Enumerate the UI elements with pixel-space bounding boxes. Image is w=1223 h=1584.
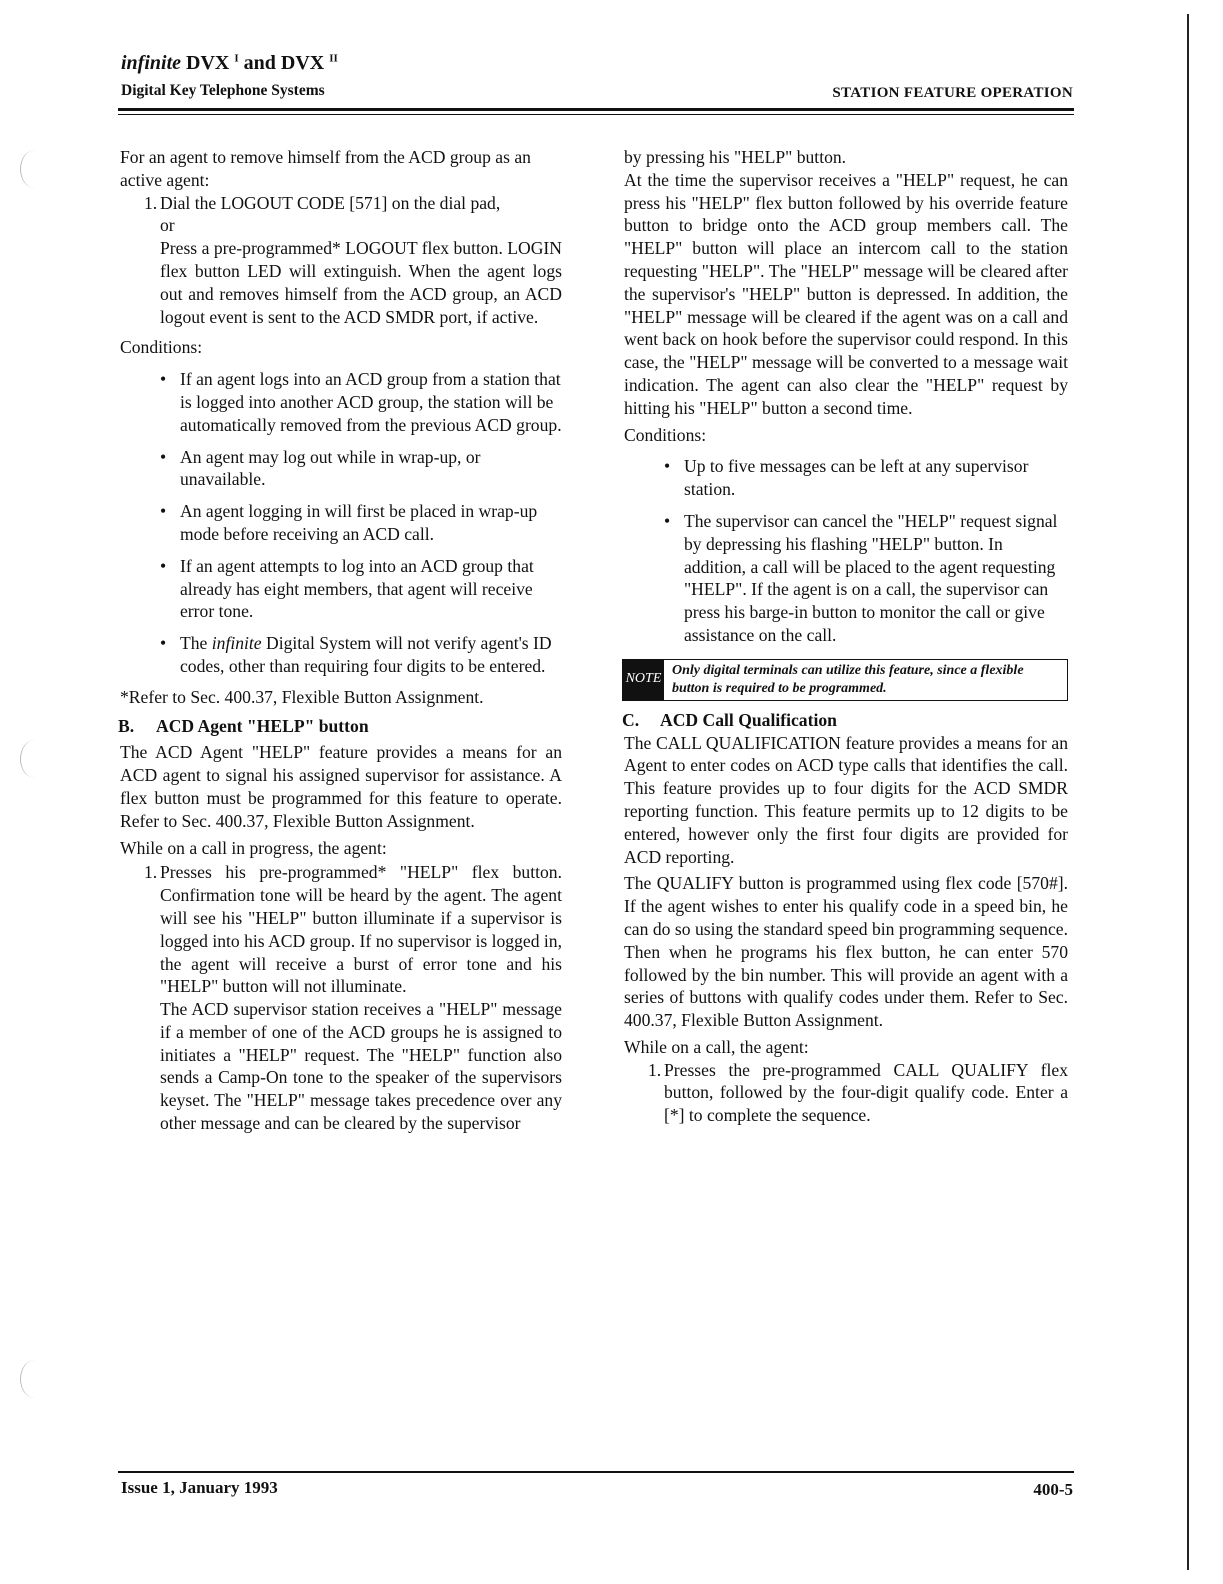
note-text: Only digital terminals can utilize this feature, since a flexible button is required to be programmed.: [671, 662, 1024, 696]
intro-text: For an agent to remove himself from the ACD group as an active agent:: [120, 147, 531, 190]
conditions-list: [624, 455, 1068, 646]
list-item: • An agent may log out while in wrap-up, or unavailable.: [120, 446, 562, 492]
doc-product-title: infinite DVX $^I$ and DVX $^{II}$: [121, 52, 338, 74]
step-item: 1. Dial the LOGOUT CODE [571] on the dial pad, or Press a pre-programmed* LOGOUT flex button. LOGIN flex button LED will extinguish. When the agent logs out and removes himself from the ACD group, an ACD logout event is sent to the ACD SMDR port, if active.: [144, 192, 562, 327]
note-label: NOTE: [623, 660, 664, 700]
section-c-body-2: The QUALIFY button is programmed using flex code [570#]. If the agent wishes to enter his qualify code in a speed bin, he can do so using the standard speed bin programming sequence. Then when he programs his flex button, he can enter 570 followed by the bin number. This will provide an agent with a series of buttons with qualify codes under them. Refer to Sec. 400.37, Flexible Button Assignment.: [624, 873, 1068, 1031]
punch-hole-mark: [20, 150, 49, 188]
section-b-body: The ACD Agent "HELP" feature provides a means for an ACD agent to signal his assigned supervisor for assistance. A flex button must be programmed for this feature to operate. Refer to Sec. 400.37, Flexible Button Assignment.: [120, 742, 562, 831]
conditions-list: [120, 368, 562, 678]
list-item: • Up to five messages can be left at any supervisor station.: [624, 455, 1068, 501]
section-title: STATION FEATURE OPERATION: [832, 85, 1073, 101]
header-rule: [118, 108, 1074, 111]
section-c-heading: C. ACD Call Qualification: [622, 709, 837, 730]
issue-date: Issue 1, January 1993: [121, 1478, 278, 1497]
while-label: While on a call in progress, the agent:: [120, 837, 387, 858]
doc-subtitle: Digital Key Telephone Systems: [121, 82, 325, 99]
section-b-heading: B. ACD Agent "HELP" button: [118, 715, 369, 736]
conditions-label: Conditions:: [624, 424, 707, 445]
list-item: • An agent logging in will first be placed in wrap-up mode before receiving an ACD call.: [120, 500, 562, 546]
right-column: [624, 146, 1068, 1127]
left-column: [120, 146, 562, 1135]
step-item: 1. Presses his pre-programmed* "HELP" flex button. Confirmation tone will be heard by the agent. The agent will see his "HELP" button illuminate if a supervisor is logged into his ACD group. If no supervisor is logged in, the agent will receive a burst of error tone and his "HELP" button will not illuminate. The ACD supervisor station receives a "HELP" message if a member of one of the ACD groups he is assigned to initiates a "HELP" request. The "HELP" function also sends a Camp-On tone to the speaker of the supervisors keyset. The "HELP" message takes precedence over any other message and can be cleared by the supervisor: [144, 862, 562, 1134]
footer-rule: [118, 1471, 1074, 1473]
while-label: While on a call, the agent:: [624, 1036, 809, 1057]
page-edge-rule: [1187, 14, 1189, 1570]
punch-hole-mark: [20, 1360, 49, 1398]
help-paragraph: At the time the supervisor receives a "HELP" request, he can press his "HELP" flex button followed by his override feature button to bridge onto the ACD group members call. The "HELP" button will place an intercom call to the station requesting "HELP". The "HELP" message will be cleared after the supervisor's "HELP" button is depressed. In addition, the "HELP" message will be cleared if the agent was on a call and went back on hook before the supervisor could respond. In this case, the "HELP" message will be converted to a message wait indication. The agent can also clear the "HELP" request by hitting his "HELP" button a second time.: [624, 169, 1068, 418]
footnote: *Refer to Sec. 400.37, Flexible Button Assignment.: [120, 686, 484, 707]
list-item: • If an agent attempts to log into an ACD group that already has eight members, that agent will receive error tone.: [120, 555, 562, 623]
step-item: 1. Presses the pre-programmed CALL QUALIFY flex button, followed by the four-digit qualify code. Enter a [*] to complete the sequence.: [648, 1059, 1068, 1126]
continued-text: by pressing his "HELP" button.: [624, 147, 847, 167]
section-c-body: The CALL QUALIFICATION feature provides a means for an Agent to enter codes on ACD type calls that identifies the call. This feature provides up to four digits for the ACD SMDR reporting function. This feature permits up to 12 digits to be entered, however only the first four digits are provided for ACD reporting.: [624, 732, 1068, 867]
header-rule-thin: [118, 114, 1074, 115]
conditions-label: Conditions:: [120, 337, 203, 358]
punch-hole-mark: [20, 740, 49, 778]
list-item: • The supervisor can cancel the "HELP" request signal by depressing his flashing "HELP" button. In addition, a call will be placed to the agent requesting "HELP". If the agent is on a call, the supervisor can press his barge-in button to monitor the call or give assistance on the call.: [624, 510, 1068, 647]
list-item: • If an agent logs into an ACD group from a station that is logged into another ACD group, the station will be automatically removed from the previous ACD group.: [120, 368, 562, 436]
note-box: [622, 659, 1068, 701]
list-item: • The infinite Digital System will not verify agent's ID codes, other than requiring four digits to be entered.: [120, 632, 562, 678]
page-number: 400-5: [1033, 1480, 1073, 1499]
